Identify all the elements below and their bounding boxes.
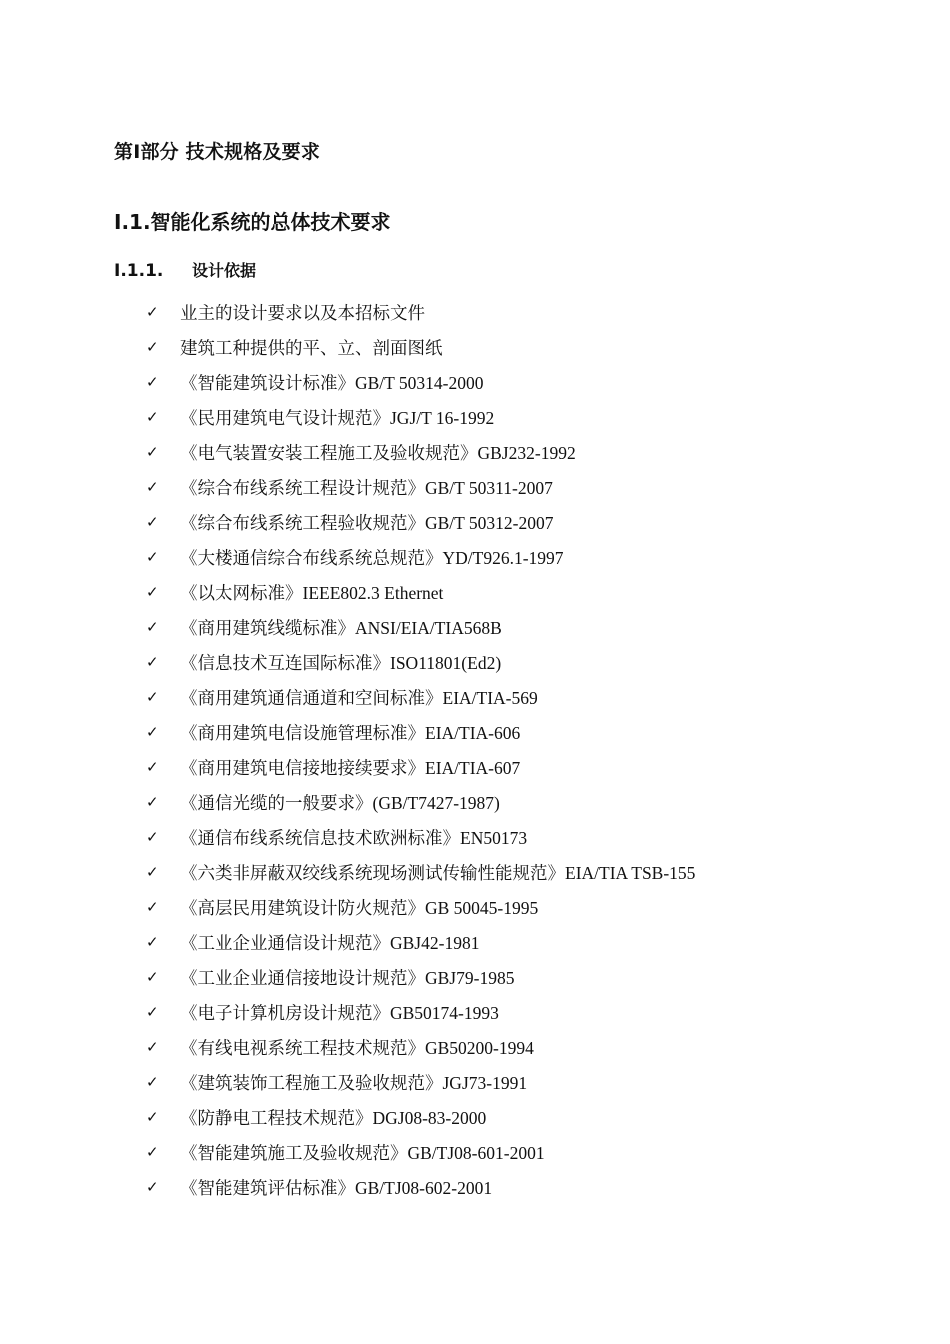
list-item [146, 930, 695, 965]
part-title: 第I部分 技术规格及要求 [114, 141, 321, 163]
list-item [146, 1070, 695, 1105]
checkmark-icon: ✓ [146, 478, 159, 496]
reference-text: 《有线电视系统工程技术规范》GB50200-1994 [180, 1038, 534, 1058]
list-item [146, 475, 695, 510]
list-item [146, 580, 695, 615]
checkmark-icon: ✓ [146, 828, 159, 846]
reference-text: 《商用建筑电信接地接续要求》EIA/TIA-607 [180, 758, 521, 778]
list-item [146, 335, 695, 370]
list-item [146, 1140, 695, 1175]
reference-text: 《商用建筑电信设施管理标准》EIA/TIA-606 [180, 723, 521, 743]
list-item [146, 720, 695, 755]
reference-list [146, 300, 695, 1210]
subsection-title: 设计依据 [192, 261, 257, 280]
reference-text: 《防静电工程技术规范》DGJ08-83-2000 [180, 1108, 487, 1128]
list-item [146, 405, 695, 440]
reference-text: 《以太网标准》IEEE802.3 Ethernet [180, 583, 444, 603]
list-item [146, 965, 695, 1000]
reference-text: 《工业企业通信设计规范》GBJ42-1981 [180, 933, 480, 953]
reference-text: 《民用建筑电气设计规范》JGJ/T 16-1992 [180, 408, 495, 428]
checkmark-icon: ✓ [146, 793, 159, 811]
list-item [146, 650, 695, 685]
checkmark-icon: ✓ [146, 443, 159, 461]
reference-text: 《智能建筑施工及验收规范》GB/TJ08-601-2001 [180, 1143, 545, 1163]
list-item [146, 440, 695, 475]
checkmark-icon: ✓ [146, 1178, 159, 1196]
list-item [146, 1000, 695, 1035]
reference-text: 建筑工种提供的平、立、剖面图纸 [180, 338, 443, 358]
checkmark-icon: ✓ [146, 338, 159, 356]
checkmark-icon: ✓ [146, 513, 159, 531]
checkmark-icon: ✓ [146, 1143, 159, 1161]
list-item [146, 510, 695, 545]
list-item [146, 615, 695, 650]
checkmark-icon: ✓ [146, 723, 159, 741]
reference-text: 《商用建筑通信通道和空间标准》EIA/TIA-569 [180, 688, 538, 708]
checkmark-icon: ✓ [146, 1003, 159, 1021]
checkmark-icon: ✓ [146, 758, 159, 776]
list-item [146, 545, 695, 580]
reference-text: 《通信光缆的一般要求》(GB/T7427-1987) [180, 793, 500, 813]
reference-text: 《信息技术互连国际标准》ISO11801(Ed2) [180, 653, 502, 673]
reference-text: 《电子计算机房设计规范》GB50174-1993 [180, 1003, 499, 1023]
reference-text: 《商用建筑线缆标准》ANSI/EIA/TIA568B [180, 618, 502, 638]
checkmark-icon: ✓ [146, 548, 159, 566]
checkmark-icon: ✓ [146, 688, 159, 706]
reference-text: 《建筑装饰工程施工及验收规范》JGJ73-1991 [180, 1073, 528, 1093]
checkmark-icon: ✓ [146, 968, 159, 986]
reference-text: 《综合布线系统工程设计规范》GB/T 50311-2007 [180, 478, 553, 498]
list-item [146, 1175, 695, 1210]
checkmark-icon: ✓ [146, 1073, 159, 1091]
reference-text: 业主的设计要求以及本招标文件 [180, 303, 425, 323]
list-item [146, 300, 695, 335]
checkmark-icon: ✓ [146, 1038, 159, 1056]
checkmark-icon: ✓ [146, 863, 159, 881]
list-item [146, 790, 695, 825]
checkmark-icon: ✓ [146, 653, 159, 671]
list-item [146, 1105, 695, 1140]
list-item [146, 825, 695, 860]
list-item [146, 895, 695, 930]
subsection-heading [114, 258, 256, 281]
list-item [146, 860, 695, 895]
list-item [146, 685, 695, 720]
reference-text: 《智能建筑设计标准》GB/T 50314-2000 [180, 373, 484, 393]
reference-text: 《大楼通信综合布线系统总规范》YD/T926.1-1997 [180, 548, 564, 568]
checkmark-icon: ✓ [146, 408, 159, 426]
reference-text: 《六类非屏蔽双绞线系统现场测试传输性能规范》EIA/TIA TSB-155 [180, 863, 696, 883]
reference-text: 《综合布线系统工程验收规范》GB/T 50312-2007 [180, 513, 554, 533]
checkmark-icon: ✓ [146, 303, 159, 321]
list-item [146, 755, 695, 790]
reference-text: 《智能建筑评估标准》GB/TJ08-602-2001 [180, 1178, 493, 1198]
checkmark-icon: ✓ [146, 1108, 159, 1126]
checkmark-icon: ✓ [146, 583, 159, 601]
checkmark-icon: ✓ [146, 618, 159, 636]
checkmark-icon: ✓ [146, 933, 159, 951]
reference-text: 《通信布线系统信息技术欧洲标准》EN50173 [180, 828, 528, 848]
reference-text: 《工业企业通信接地设计规范》GBJ79-1985 [180, 968, 515, 988]
reference-text: 《高层民用建筑设计防火规范》GB 50045-1995 [180, 898, 539, 918]
subsection-number: I.1.1. [114, 261, 164, 281]
checkmark-icon: ✓ [146, 898, 159, 916]
reference-text: 《电气装置安装工程施工及验收规范》GBJ232-1992 [180, 443, 576, 463]
checkmark-icon: ✓ [146, 373, 159, 391]
list-item [146, 1035, 695, 1070]
section-heading: I.1.智能化系统的总体技术要求 [114, 210, 391, 234]
list-item [146, 370, 695, 405]
